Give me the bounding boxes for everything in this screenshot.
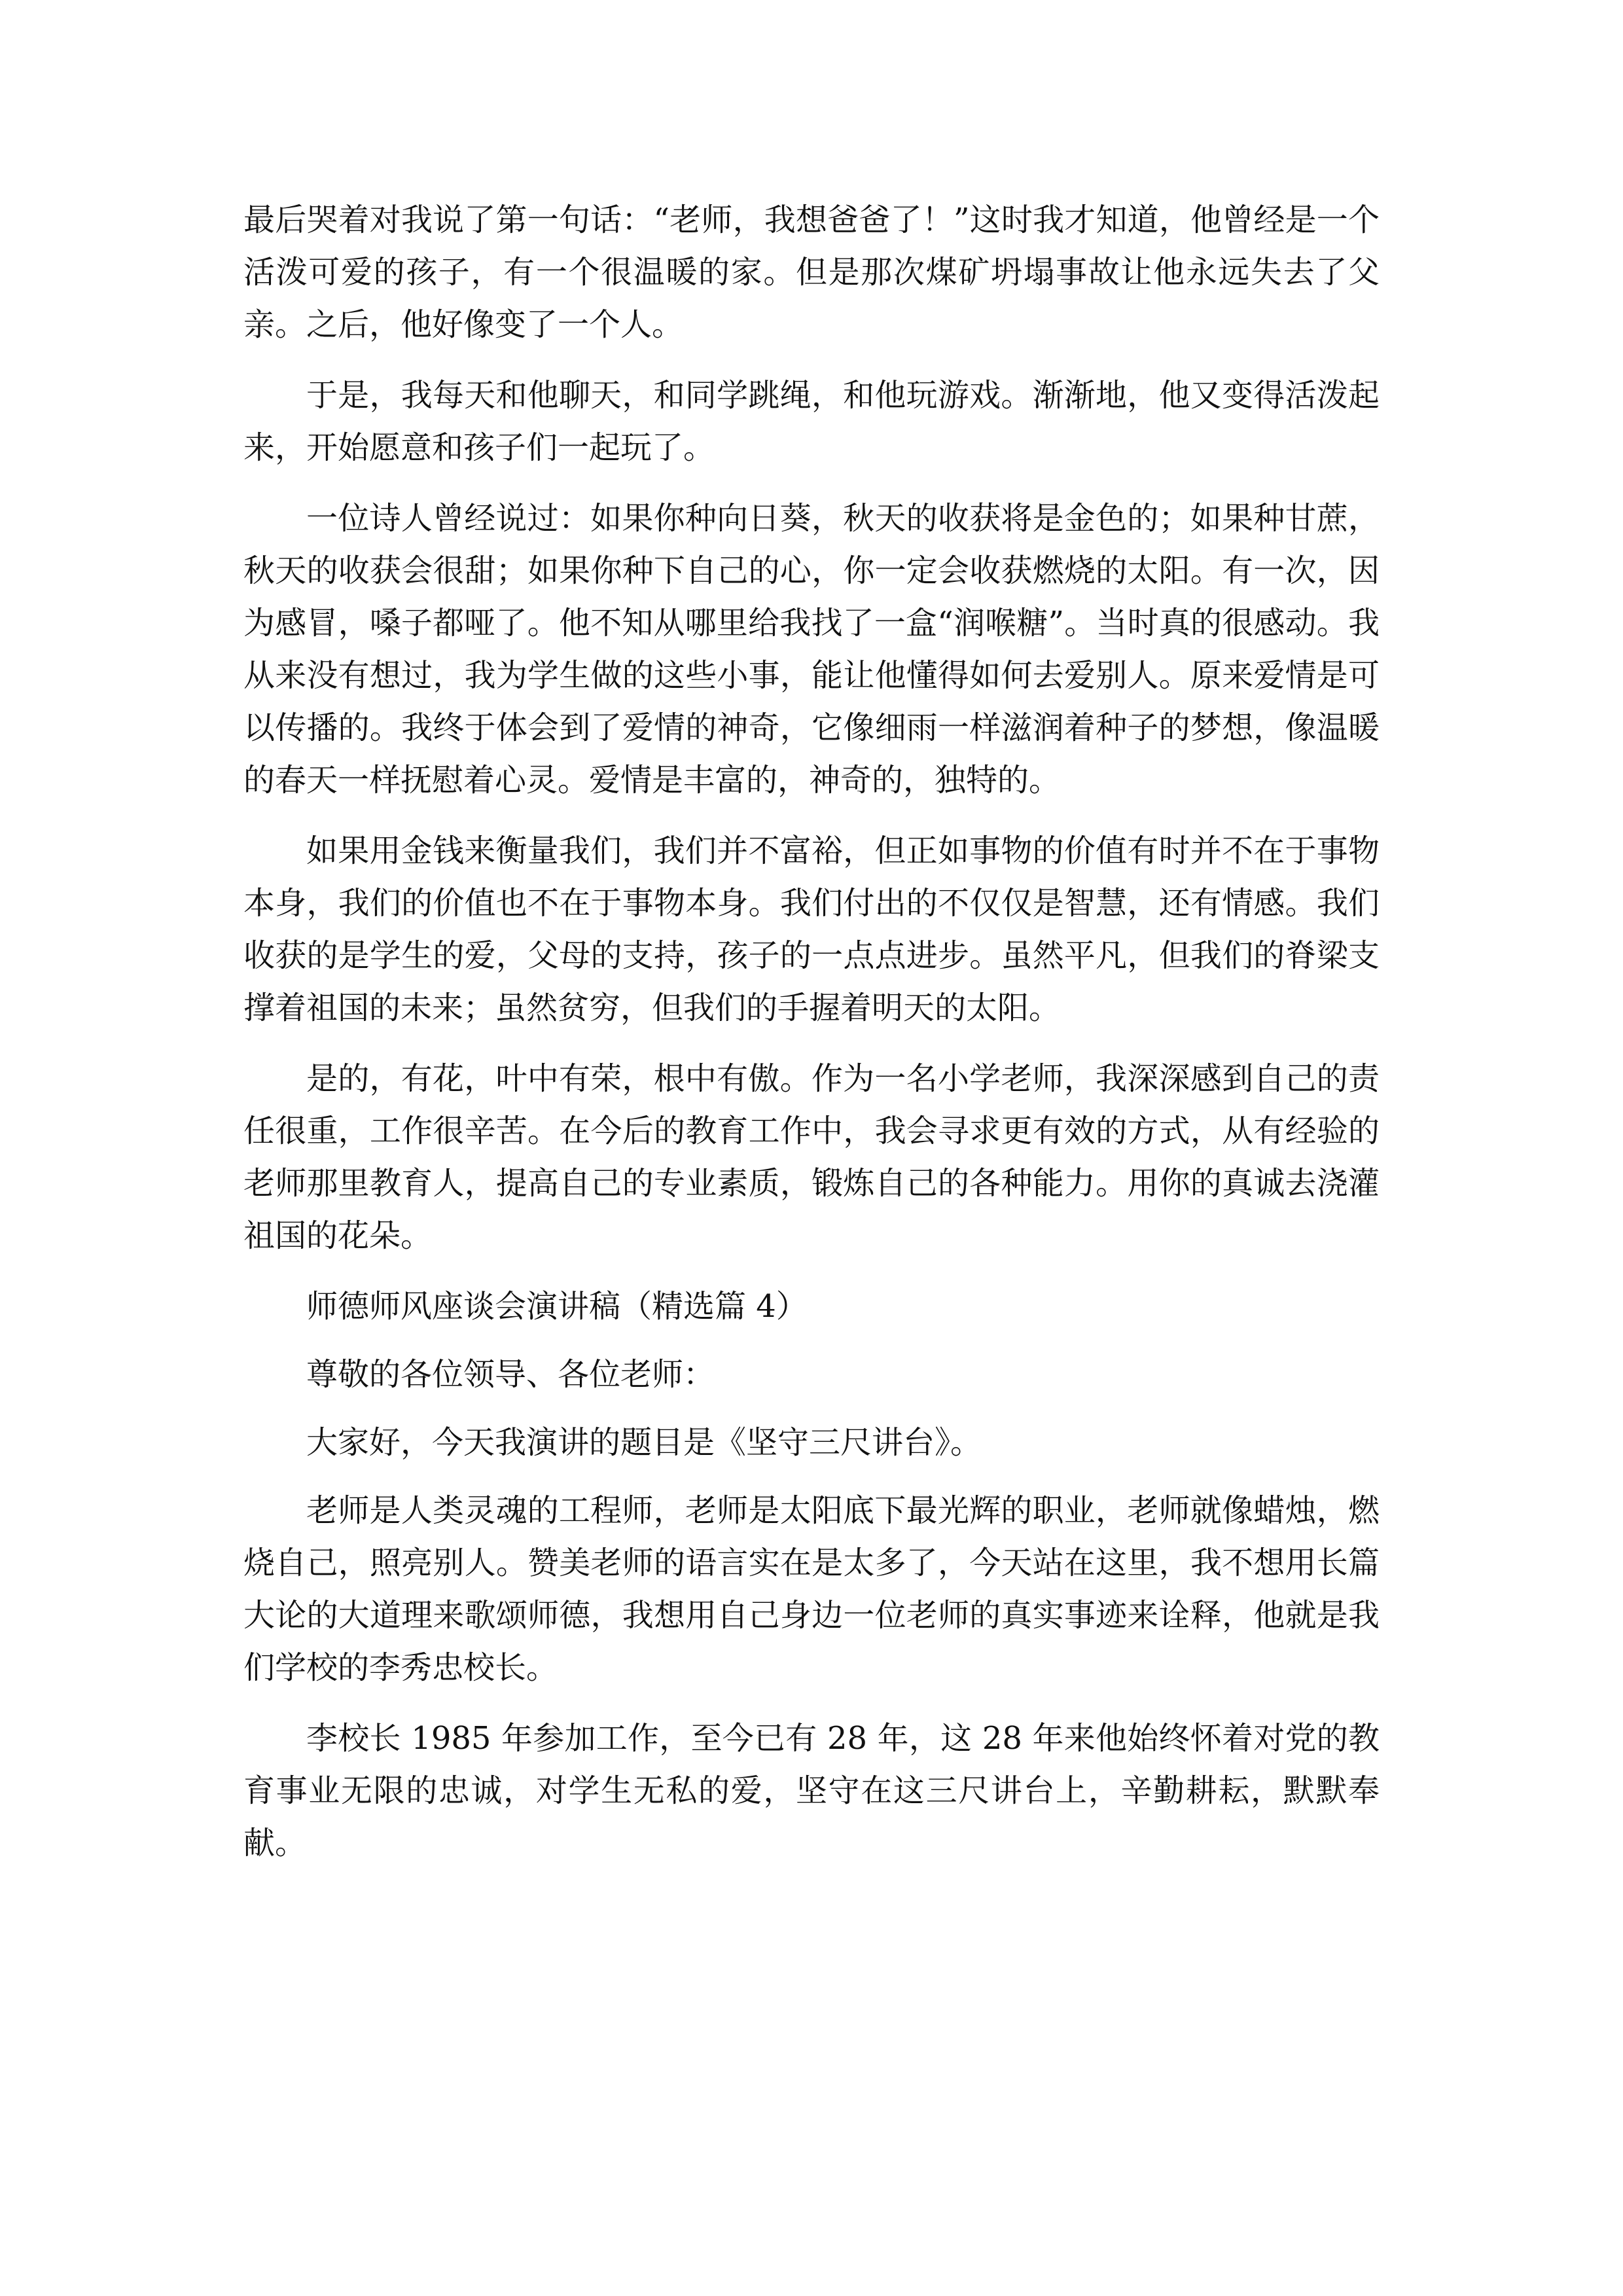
paragraph-9: 老师是人类灵魂的工程师，老师是太阳底下最光辉的职业，老师就像蜡烛，燃烧自己，照亮别人。赞美老师的语言实在是太多了，今天站在这里，我不想用长篇大论的大道理来歌颂师德，我想用自己身边一位老师的真实事迹来诠释，他就是我们学校的李秀忠校长。: [243, 1492, 1380, 1686]
section-heading: 师德师风座谈会演讲稿（精选篇 4）: [306, 1288, 808, 1325]
paragraph-4: 如果用金钱来衡量我们，我们并不富裕，但正如事物的价值有时并不在于事物本身，我们的价值也不在于事物本身。我们付出的不仅仅是智慧，还有情感。我们收获的是学生的爱，父母的支持，孩子的一点点进步。虽然平凡，但我们的脊梁支撑着祖国的未来；虽然贫穷，但我们的手握着明天的太阳。: [243, 833, 1380, 1026]
paragraph-2: 于是，我每天和他聊天，和同学跳绳，和他玩游戏。渐渐地，他又变得活泼起来，开始愿意和孩子们一起玩了。: [243, 377, 1380, 466]
paragraph-10: 李校长 1985 年参加工作，至今已有 28 年，这 28 年来他始终怀着对党的教育事业无限的忠诚，对学生无私的爱，坚守在这三尺讲台上，辛勤耕耘，默默奉献。: [243, 1720, 1380, 1861]
paragraph-5: 是的，有花，叶中有荣，根中有傲。作为一名小学老师，我深深感到自己的责任很重，工作很辛苦。在今后的教育工作中，我会寻求更有效的方式，从有经验的老师那里教育人，提高自己的专业素质，锻炼自己的各种能力。用你的真诚去浇灌祖国的花朵。: [243, 1060, 1380, 1254]
document-page: [243, 194, 1380, 1888]
paragraph-1: 最后哭着对我说了第一句话：“老师，我想爸爸了！”这时我才知道，他曾经是一个活泼可爱的孩子，有一个很温暖的家。但是那次煤矿坍塌事故让他永远失去了父亲。之后，他好像变了一个人。: [243, 202, 1380, 343]
paragraph-3: 一位诗人曾经说过：如果你种向日葵，秋天的收获将是金色的；如果种甘蔗，秋天的收获会很甜；如果你种下自己的心，你一定会收获燃烧的太阳。有一次，因为感冒，嗓子都哑了。他不知从哪里给我找了一盒“润喉糖”。当时真的很感动。我从来没有想过，我为学生做的这些小事，能让他懂得如何去爱别人。原来爱情是可以传播的。我终于体会到了爱情的神奇，它像细雨一样滋润着种子的梦想，像温暖的春天一样抚慰着心灵。爱情是丰富的，神奇的，独特的。: [243, 500, 1380, 798]
salutation: 尊敬的各位领导、各位老师：: [306, 1356, 715, 1393]
speech-title-line: 大家好，今天我演讲的题目是《坚守三尺讲台》。: [306, 1424, 982, 1461]
